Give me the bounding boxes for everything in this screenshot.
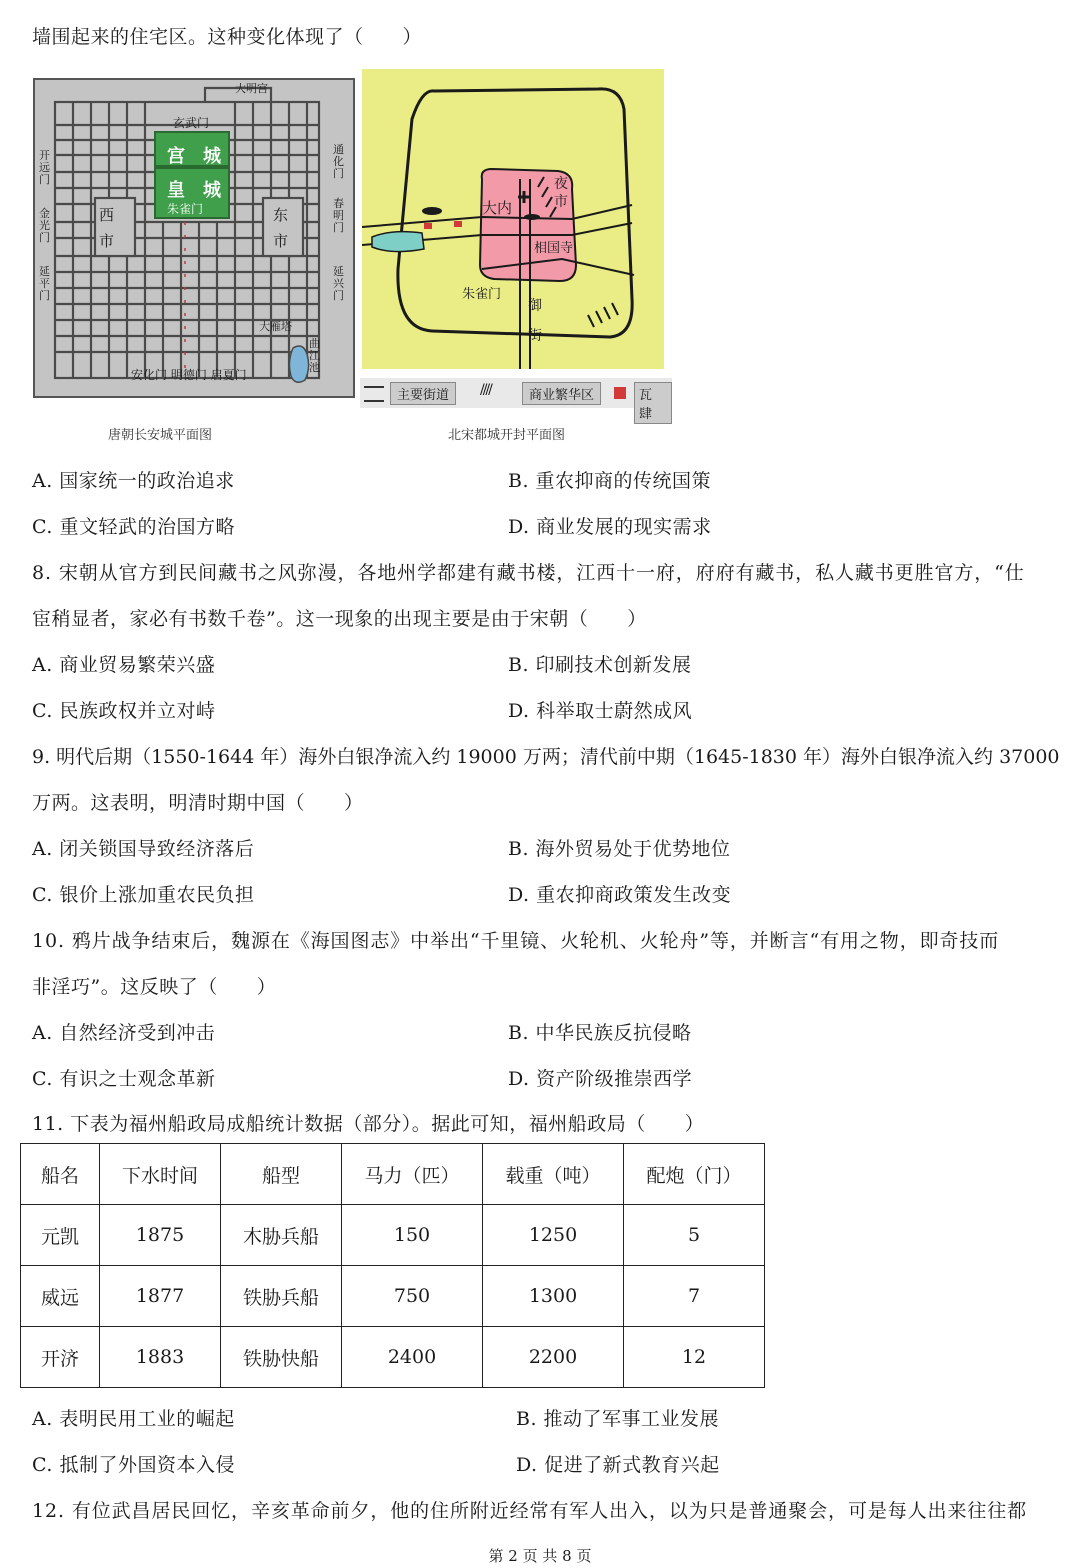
- q7-option-c[interactable]: C. 重文轻武的治国方略: [32, 516, 235, 538]
- label-kaiyuan-gate: 开远门: [39, 149, 50, 186]
- label-night-market: 夜市: [554, 176, 568, 210]
- label-xuanwu-gate: 玄武门: [173, 116, 210, 130]
- table-header: 下水时间: [100, 1144, 221, 1205]
- kaifeng-map-drawing: [362, 69, 664, 369]
- label-east-market: 市: [273, 232, 289, 250]
- label-south-gates: 安化门 明德门 启夏门: [131, 368, 247, 382]
- table-cell: 1877: [100, 1266, 221, 1327]
- label-jinguang-gate: 金光门: [39, 207, 50, 244]
- q10-option-a[interactable]: A. 自然经济受到冲击: [32, 1022, 216, 1044]
- label-zhuque-gate: 朱雀门: [167, 202, 204, 216]
- label-imperial-avenue: 御街: [528, 298, 542, 344]
- label-west: 西: [99, 206, 115, 224]
- table-header: 船型: [221, 1144, 342, 1205]
- table-header: 船名: [21, 1144, 100, 1205]
- q8-option-d[interactable]: D. 科举取士蔚然成风: [508, 700, 693, 722]
- table-cell: 750: [342, 1266, 483, 1327]
- table-cell: 铁胁快船: [221, 1327, 342, 1388]
- legend-commercial: 商业繁华区: [522, 382, 601, 405]
- q11-option-b[interactable]: B. 推动了军事工业发展: [516, 1408, 720, 1430]
- label-palace-city: 宫 城: [167, 146, 221, 167]
- table-header: 马力（匹）: [342, 1144, 483, 1205]
- q9-stem-line1: 9. 明代后期（1550-1644 年）海外白银净流入约 19000 万两；清代前中期（1645-1830 年）海外白银净流入约 37000: [32, 746, 1060, 768]
- table-cell: 2400: [342, 1327, 483, 1388]
- q7-option-b[interactable]: B. 重农抑商的传统国策: [508, 470, 712, 492]
- table-cell: 1875: [100, 1205, 221, 1266]
- table-cell: 150: [342, 1205, 483, 1266]
- q10-option-d[interactable]: D. 资产阶级推崇西学: [508, 1068, 693, 1090]
- q8-option-c[interactable]: C. 民族政权并立对峙: [32, 700, 216, 722]
- label-chunming-gate: 春明门: [333, 197, 344, 234]
- q9-option-b[interactable]: B. 海外贸易处于优势地位: [508, 838, 731, 860]
- label-big-goose-pagoda: 大雁塔: [259, 320, 292, 333]
- q8-option-b[interactable]: B. 印刷技术创新发展: [508, 654, 692, 676]
- label-yanping-gate: 延平门: [39, 265, 50, 302]
- label-daming-palace: 大明宫: [235, 82, 268, 95]
- label-tonghua-gate: 通化门: [333, 143, 344, 180]
- q11-stem-line1: 11. 下表为福州船政局成船统计数据（部分）。据此可知，福州船政局（ ）: [32, 1113, 705, 1135]
- shipbuilding-table: [20, 1143, 765, 1388]
- table-cell: 12: [624, 1327, 765, 1388]
- q11-option-a[interactable]: A. 表明民用工业的崛起: [32, 1408, 235, 1430]
- page-footer: 第 2 页 共 8 页: [488, 1547, 592, 1565]
- table-header: 配炮（门）: [624, 1144, 765, 1205]
- q10-stem-line2: 非淫巧”。这反映了（ ）: [32, 976, 277, 998]
- table-cell: 1883: [100, 1327, 221, 1388]
- q11-option-d[interactable]: D. 促进了新式教育兴起: [516, 1454, 720, 1476]
- kaifeng-map: [362, 69, 664, 369]
- table-row: [21, 1266, 765, 1327]
- table-cell: 铁胁兵船: [221, 1266, 342, 1327]
- legend-street-symbol: [364, 386, 384, 402]
- table-cell: 元凯: [21, 1205, 100, 1266]
- table-cell: 1250: [483, 1205, 624, 1266]
- table-cell: 2200: [483, 1327, 624, 1388]
- label-danei: 大内: [482, 199, 513, 217]
- q9-option-c[interactable]: C. 银价上涨加重农民负担: [32, 884, 255, 906]
- label-west-market: 市: [99, 232, 115, 250]
- changan-map: [33, 78, 355, 398]
- q8-stem-line2: 宦稍显者，家必有书数千卷”。这一现象的出现主要是由于宋朝（ ）: [32, 608, 647, 630]
- legend-wasi-symbol: [614, 387, 626, 399]
- q11-option-c[interactable]: C. 抵制了外国资本入侵: [32, 1454, 235, 1476]
- q10-option-c[interactable]: C. 有识之士观念革新: [32, 1068, 216, 1090]
- table-cell: 5: [624, 1205, 765, 1266]
- intro-tail: 墙围起来的住宅区。这种变化体现了（ ）: [32, 26, 423, 48]
- label-zhuque-gate-kaifeng: 朱雀门: [462, 287, 502, 302]
- q7-option-d[interactable]: D. 商业发展的现实需求: [508, 516, 712, 538]
- q12-stem-line1: 12. 有位武昌居民回忆，辛亥革命前夕，他的住所附近经常有军人出入，以为只是普通聚会，可是每人出来往往都: [32, 1500, 1028, 1522]
- label-yanxing-gate: 延兴门: [333, 265, 344, 302]
- q9-option-d[interactable]: D. 重农抑商政策发生改变: [508, 884, 732, 906]
- q10-option-b[interactable]: B. 中华民族反抗侵略: [508, 1022, 692, 1044]
- label-qujiang-pond: 曲江池: [309, 337, 320, 374]
- table-cell: 木胁兵船: [221, 1205, 342, 1266]
- q8-stem-line1: 8. 宋朝从官方到民间藏书之风弥漫，各地州学都建有藏书楼，江西十一府，府府有藏书，私人藏书更胜官方，“仕: [32, 562, 1025, 584]
- kaifeng-legend: [360, 378, 672, 422]
- map1-caption: 唐朝长安城平面图: [108, 428, 213, 443]
- q7-option-a[interactable]: A. 国家统一的政治追求: [32, 470, 235, 492]
- q9-stem-line2: 万两。这表明，明清时期中国（ ）: [32, 792, 364, 814]
- table-cell: 开济: [21, 1327, 100, 1388]
- label-east: 东: [273, 206, 289, 224]
- legend-main-street: 主要街道: [390, 382, 456, 405]
- legend-hatch-symbol: ////: [480, 382, 491, 398]
- q8-option-a[interactable]: A. 商业贸易繁荣兴盛: [32, 654, 216, 676]
- label-imperial-city: 皇 城: [167, 180, 221, 201]
- table-header: 载重（吨）: [483, 1144, 624, 1205]
- table-cell: 7: [624, 1266, 765, 1327]
- table-cell: 威远: [21, 1266, 100, 1327]
- legend-wasi: 瓦 肆: [634, 382, 672, 424]
- q10-stem-line1: 10. 鸦片战争结束后，魏源在《海国图志》中举出“千里镜、火轮机、火轮舟”等，并断言“有用之物，即奇技而: [32, 930, 1000, 952]
- table-row: [21, 1327, 765, 1388]
- q9-option-a[interactable]: A. 闭关锁国导致经济落后: [32, 838, 255, 860]
- table-cell: 1300: [483, 1266, 624, 1327]
- table-row: [21, 1205, 765, 1266]
- label-xiangguo-temple: 相国寺: [534, 241, 574, 256]
- table-header-row: [21, 1144, 765, 1205]
- map2-caption: 北宋都城开封平面图: [448, 428, 566, 443]
